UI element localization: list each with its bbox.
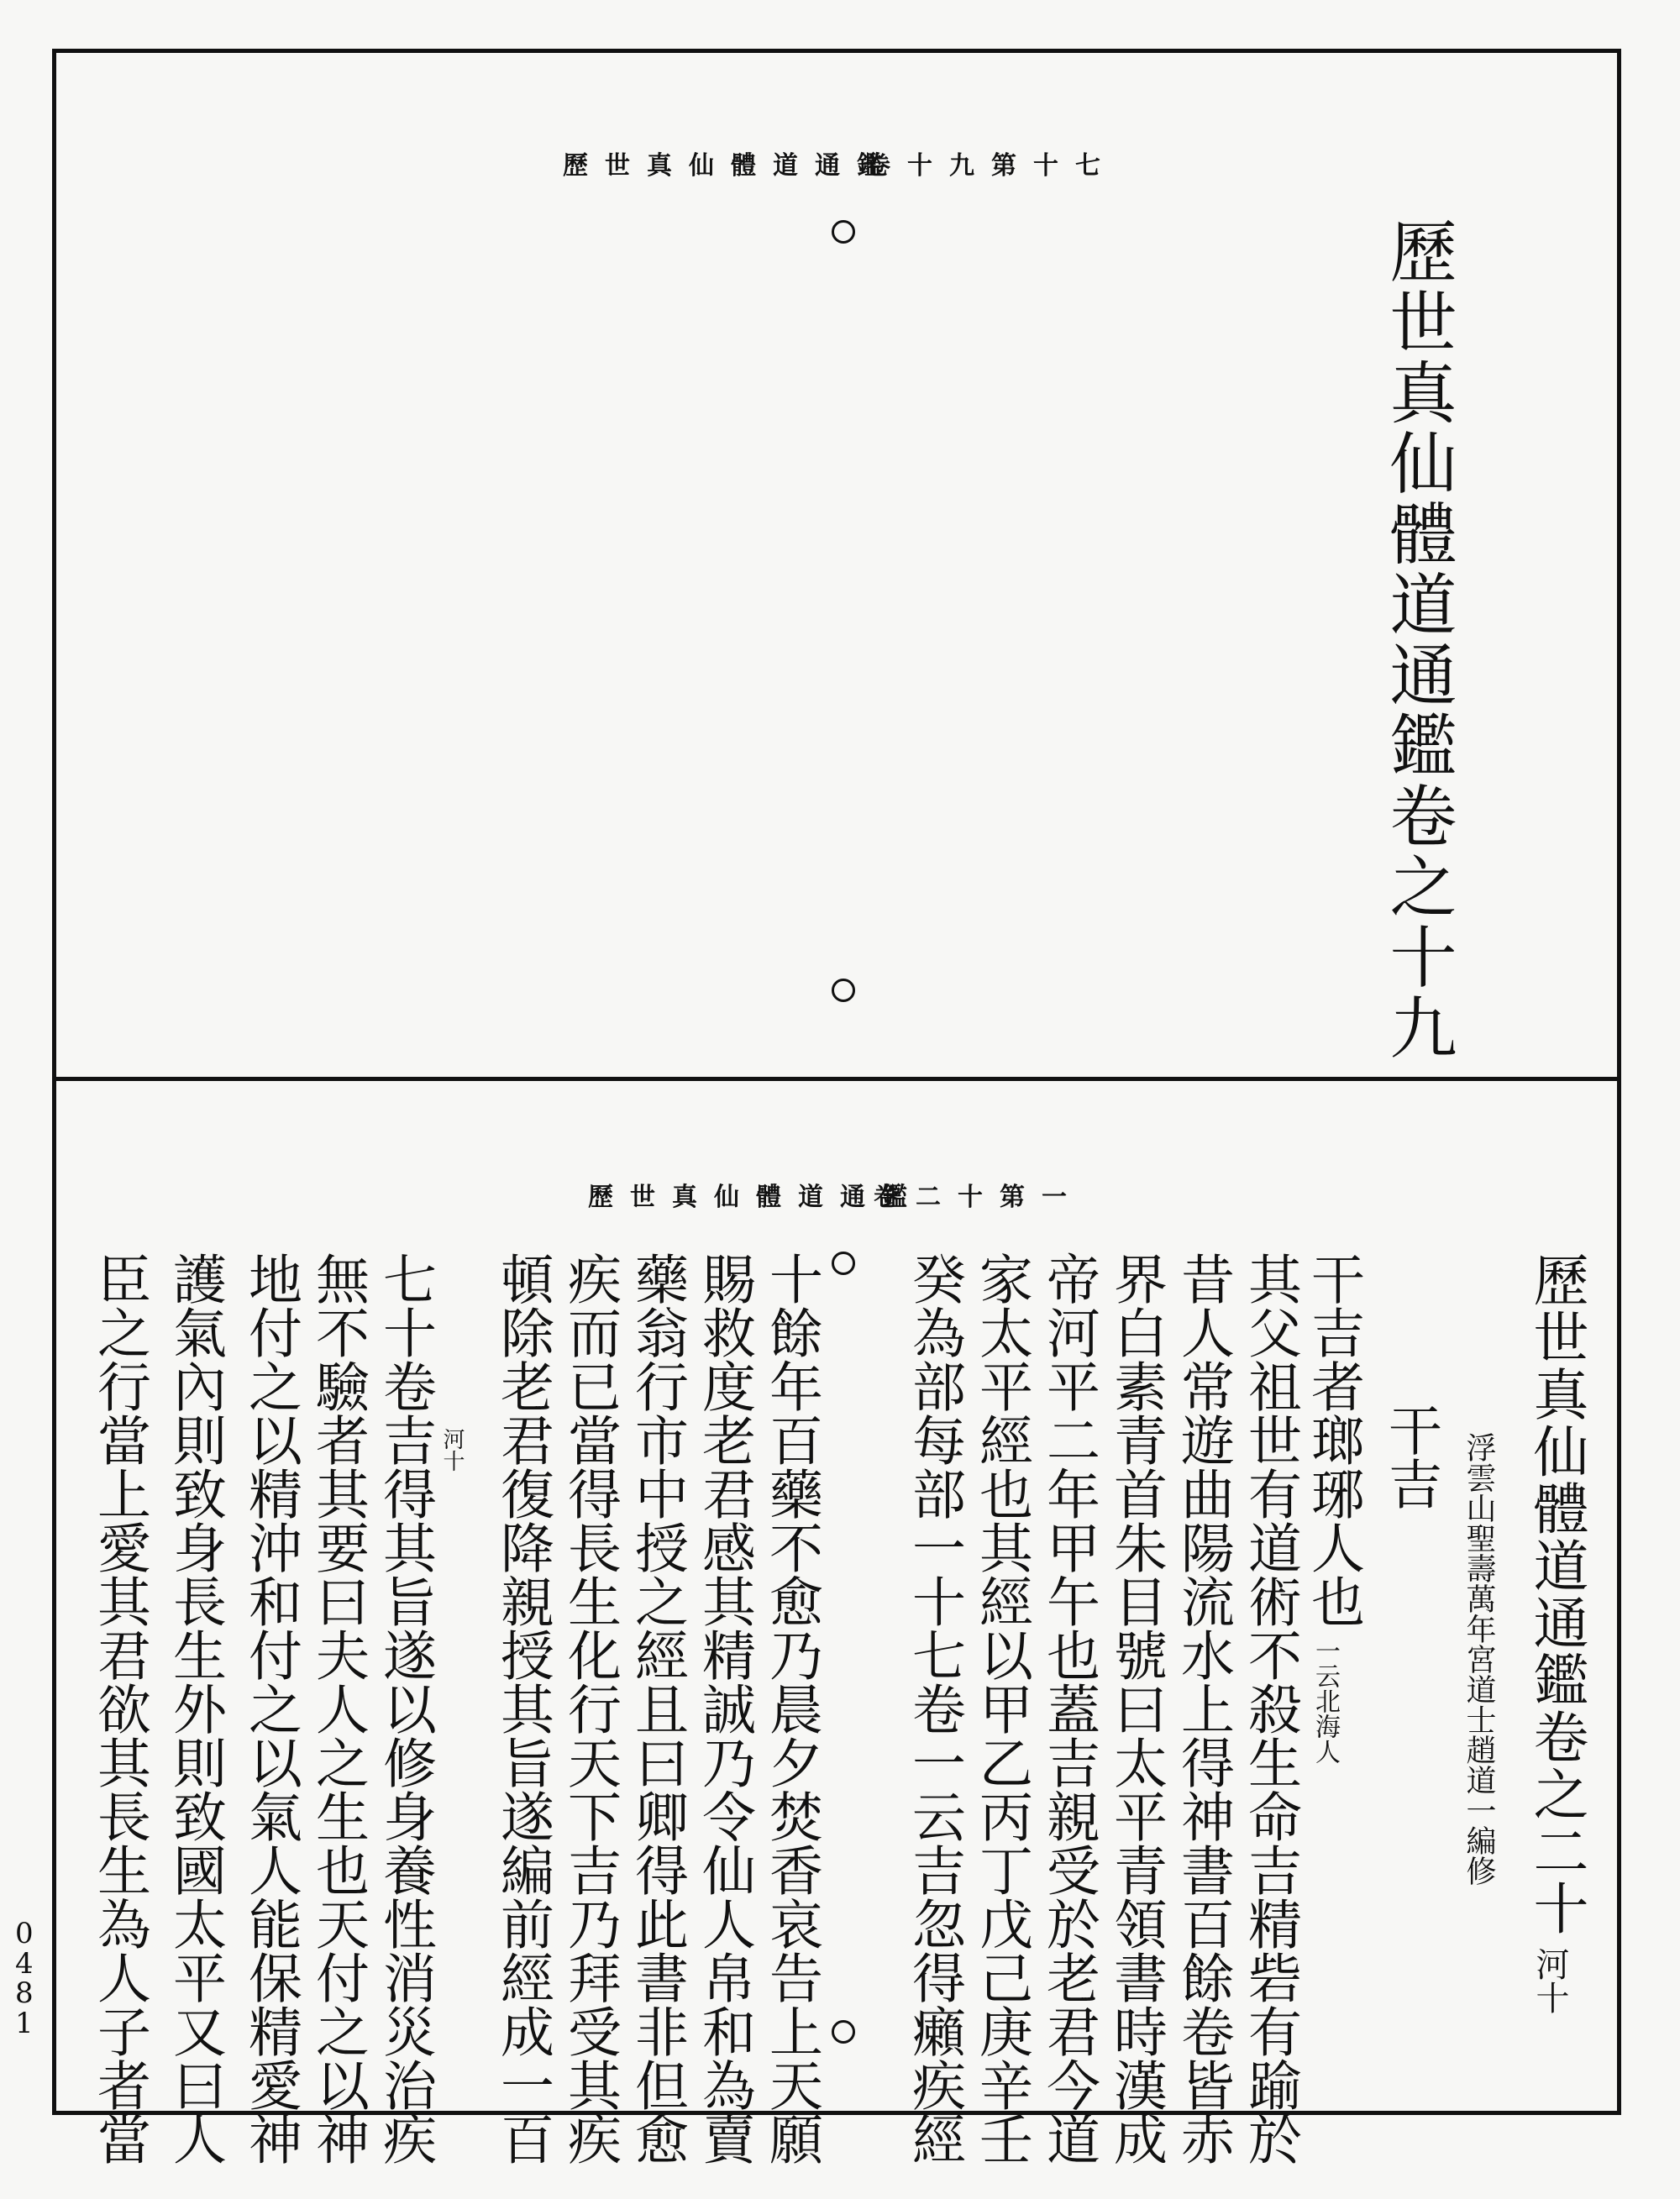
- text-column: 賜救度老君感其精誠乃令仙人帛和為賣: [693, 1252, 755, 2165]
- text-column: 十餘年百藥不愈乃晨夕焚香哀告上天願: [760, 1252, 822, 2165]
- text-column: 干吉者瑯琊人也: [1302, 1252, 1364, 1628]
- section-mark: 河十: [1530, 1947, 1569, 2014]
- top-header-title: 歷世真仙體道通鑑: [563, 151, 899, 181]
- bottom-header-section: 卷二十第一: [874, 1183, 1084, 1212]
- top-header-section: 卷十九第十七: [865, 151, 1117, 181]
- text-column: 頓除老君復降親授其旨遂編前經成一百: [491, 1252, 554, 2165]
- page-number: 0481: [15, 1917, 34, 2041]
- text-column: 地付之以精沖和付之以氣人能保精愛神: [239, 1252, 302, 2165]
- text-column: 七十卷吉得其旨遂以修身養性消災治疾: [374, 1252, 436, 2165]
- subject-name: 干吉: [1379, 1403, 1441, 1510]
- text-column: 界白素青首朱目號曰太平青領書時漢成: [1105, 1252, 1167, 2165]
- top-volume-title: 歷世真仙體道通鑑卷之十九: [1378, 217, 1457, 1063]
- editor-line: 浮雲山聖壽萬年宮道士趙道一編修: [1462, 1432, 1496, 1886]
- annotation: 一云北海人: [1310, 1638, 1340, 1764]
- bottom-volume-title: 歷世真仙體道通鑑卷之二十: [1524, 1252, 1588, 1937]
- text-column: 臣之行當上愛其君欲其長生為人子者當: [88, 1252, 150, 2165]
- text-column: 癸為部每部一十七卷一云吉忽得癩疾經: [903, 1252, 965, 2165]
- text-column: 其父祖世有道術不殺生命吉精砦有踰於: [1239, 1252, 1301, 2165]
- bottom-header-title: 歷世真仙體道通鑑: [588, 1183, 924, 1212]
- text-column: 昔人常遊曲陽流水上得神書百餘卷皆赤: [1172, 1252, 1234, 2165]
- page-divider: [52, 1077, 1621, 1081]
- text-column: 無不驗者其要曰夫人之生也天付之以神: [307, 1252, 369, 2165]
- text-column: 帝河平二年甲午也蓋吉親受於老君今道: [1037, 1252, 1100, 2165]
- text-column: 疾而已當得長生化行天下吉乃拜受其疾: [559, 1252, 621, 2165]
- circle-mark: [832, 1252, 855, 1275]
- circle-mark: [832, 979, 855, 1002]
- text-column: 護氣內則致身長生外則致國太平又曰人: [164, 1252, 226, 2165]
- circle-mark: [832, 2020, 855, 2044]
- annotation: 河十: [439, 1428, 465, 1472]
- text-column: 家太平經也其經以甲乙丙丁戊己庚辛壬: [970, 1252, 1032, 2165]
- text-column: 藥翁行市中授之經且曰卿得此書非但愈: [626, 1252, 688, 2165]
- circle-mark: [832, 220, 855, 244]
